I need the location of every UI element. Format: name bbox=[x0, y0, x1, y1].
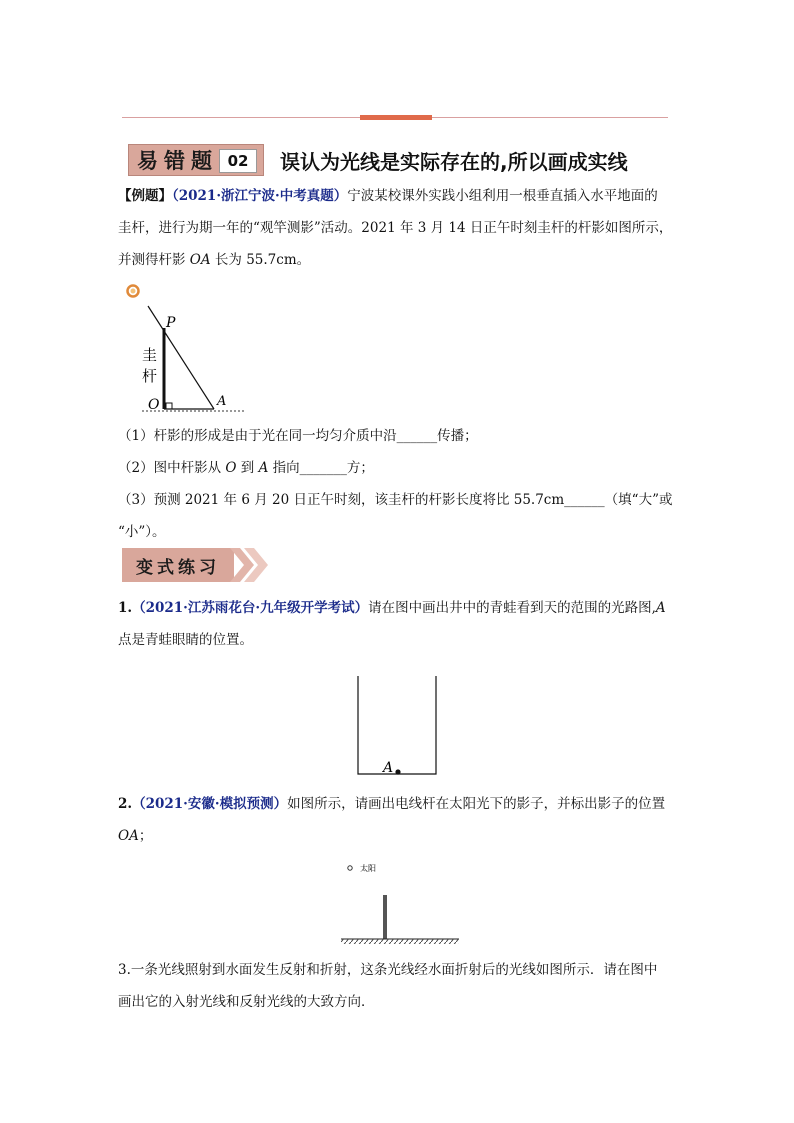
practice-banner bbox=[122, 548, 272, 582]
problem-3-line-2: 画出它的入射光线和反射光线的大致方向． bbox=[118, 994, 375, 1010]
problem-2 bbox=[118, 788, 678, 852]
sun-label: 太阳 bbox=[360, 864, 376, 873]
example-line-1: 【例题】（2021·浙江宁波·中考真题）宁波某校课外实践小组利用一根垂直插入水平地面的 bbox=[118, 188, 658, 204]
problem-2-number: 2. bbox=[118, 796, 133, 812]
example-questions bbox=[118, 420, 678, 548]
problem-3 bbox=[118, 954, 678, 1018]
example-source: 2021·浙江宁波·中考真题 bbox=[178, 188, 334, 204]
frog-eye-point bbox=[395, 769, 400, 774]
problem-2-line-1: 2.（2021·安徽·模拟预测）如图所示，请画出电线杆在太阳光下的影子，并标出影子的位置 bbox=[118, 796, 666, 812]
question-1: （1）杆影的形成是由于光在同一均匀介质中沿______传播； bbox=[118, 428, 478, 444]
well-outline bbox=[358, 676, 436, 774]
problem-2-line-2: OA； bbox=[118, 828, 153, 844]
problem-1-number: 1. bbox=[118, 600, 133, 616]
question-2: （2）图中杆影从 O 到 A 指向_______方； bbox=[118, 460, 374, 476]
error-tag-label: 易错题 bbox=[137, 148, 218, 173]
label-p: P bbox=[166, 315, 176, 331]
pole-label-char-1: 圭 bbox=[142, 346, 158, 364]
ground-hatch bbox=[341, 939, 459, 944]
well-label-a: A bbox=[383, 760, 394, 776]
section-title: 误认为光线是实际存在的,所以画成实线 bbox=[280, 149, 628, 174]
utility-pole bbox=[383, 895, 387, 939]
example-line-3: 并测得杆影 OA 长为 55.7cm。 bbox=[118, 252, 311, 268]
example-line-2: 圭杆，进行为期一年的“观竿测影”活动。2021 年 3 月 14 日正午时刻圭杆的杆影如图所示， bbox=[118, 220, 673, 236]
example-paragraph bbox=[118, 180, 678, 276]
header-accent-bar bbox=[360, 115, 432, 120]
question-3-line-1: （3）预测 2021 年 6 月 20 日正午时刻，该圭杆的杆影长度将比 55.7cm______（填“大”或 bbox=[118, 492, 673, 508]
title-row bbox=[128, 142, 628, 178]
well-figure bbox=[350, 672, 445, 780]
question-3-line-2: “小”）。 bbox=[118, 524, 166, 540]
light-ray bbox=[148, 306, 214, 409]
banner-chevrons bbox=[230, 548, 274, 582]
problem-1 bbox=[118, 592, 678, 656]
pole-figure bbox=[336, 858, 466, 948]
error-tag bbox=[128, 144, 264, 176]
problem-1-line-2: 点是青蛙眼睛的位置。 bbox=[118, 632, 253, 648]
problem-1-line-1: 1.（2021·江苏雨花台·九年级开学考试）请在图中画出井中的青蛙看到天的范围的光路图,A bbox=[118, 600, 666, 616]
right-angle-mark bbox=[166, 403, 172, 409]
example-label: 【例题】 bbox=[118, 188, 172, 204]
problem-2-source: （2021·安徽·模拟预测） bbox=[132, 796, 288, 812]
problem-1-source: （2021·江苏雨花台·九年级开学考试） bbox=[132, 600, 369, 616]
error-tag-number: 02 bbox=[219, 149, 257, 173]
problem-3-line-1: 3.一条光线照射到水面发生反射和折射，这条光线经水面折射后的光线如图所示．请在图中 bbox=[118, 962, 658, 978]
gnomon-figure bbox=[120, 278, 260, 418]
practice-banner-label: 变式练习 bbox=[122, 548, 234, 582]
label-o: O bbox=[148, 397, 160, 413]
sun-icon bbox=[348, 866, 352, 870]
label-a: A bbox=[217, 394, 227, 409]
pole-label-char-2: 杆 bbox=[142, 367, 158, 385]
